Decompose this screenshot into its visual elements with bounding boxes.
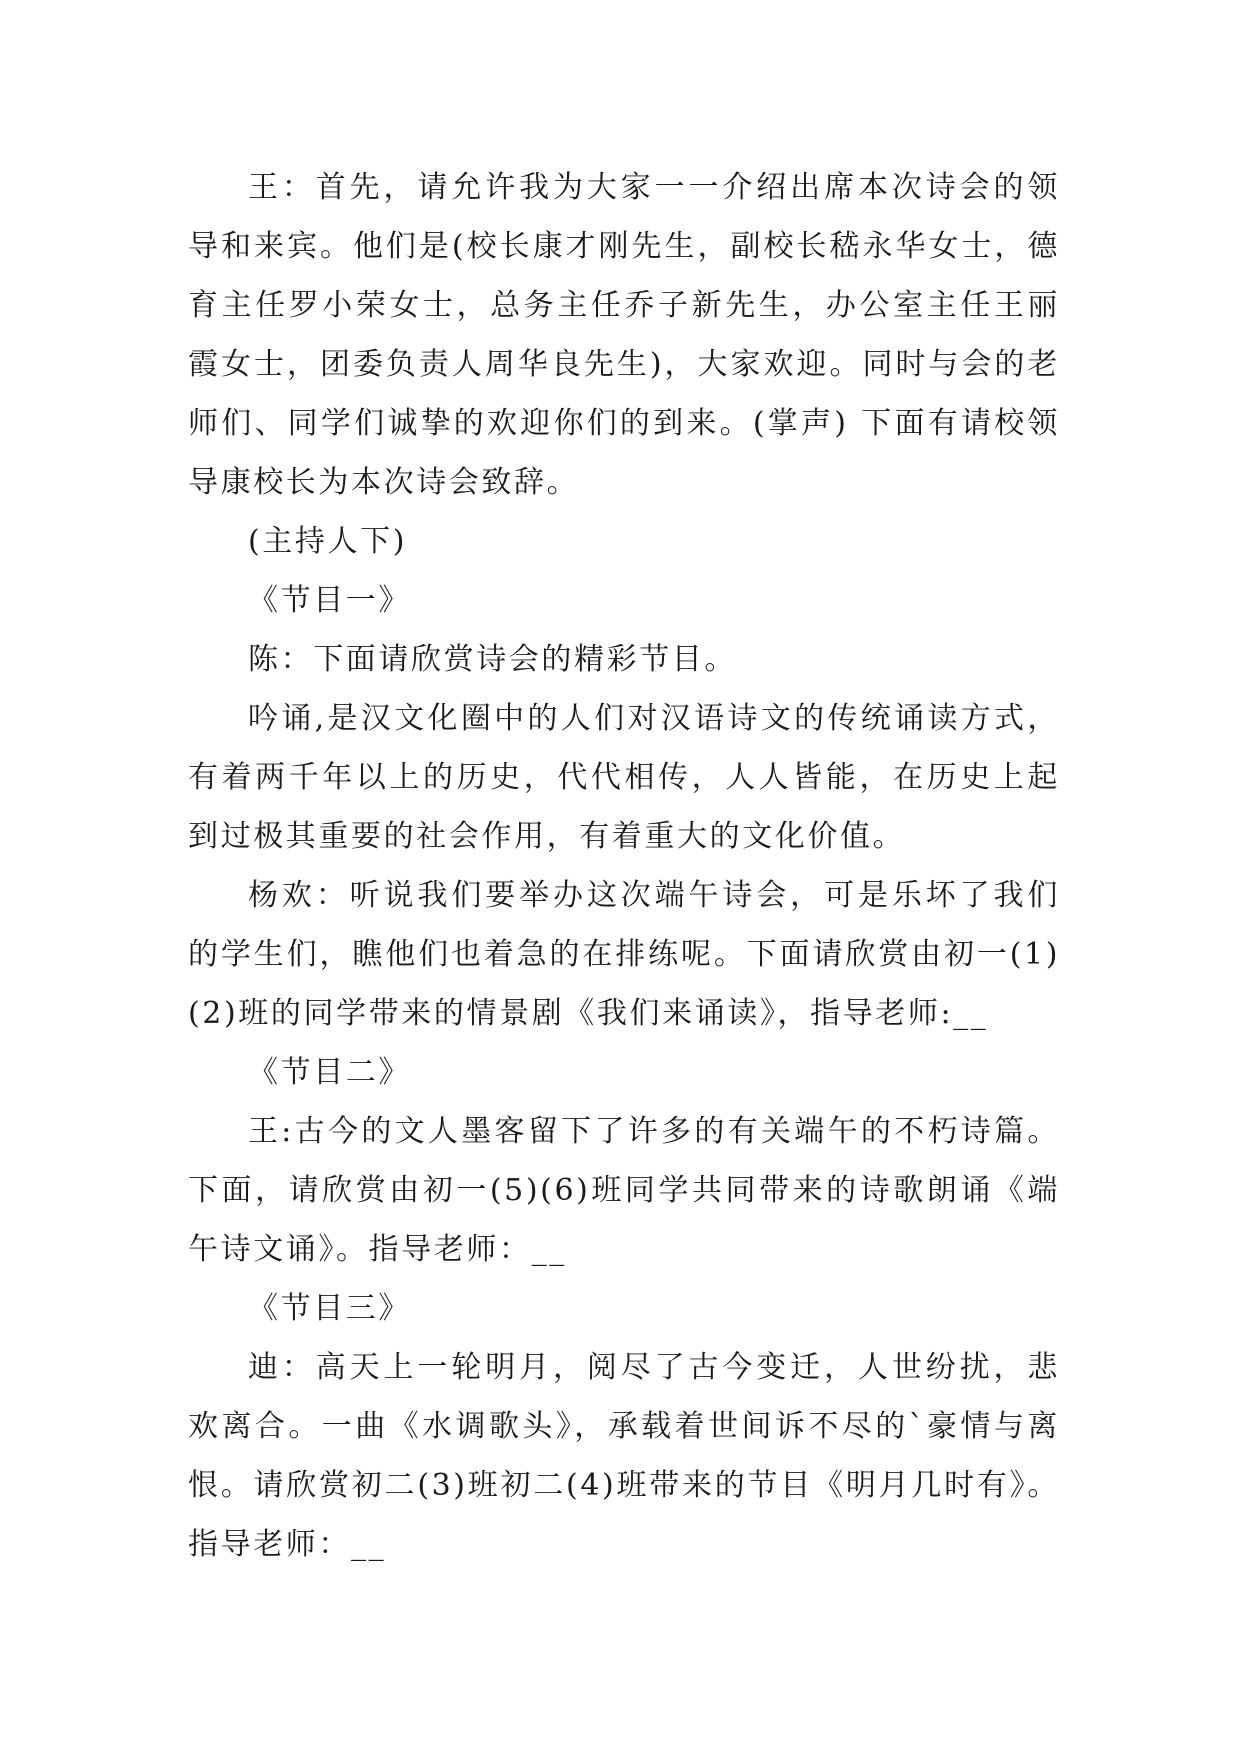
paragraph-chanting: 吟诵,是汉文化圈中的人们对汉语诗文的传统诵读方式，有着两千年以上的历史，代代相传，人人皆能，在历史上起到过极其重要的社会作用，有着重大的文化价值。 xyxy=(188,701,1060,854)
paragraph-yang-huan: 杨欢：听说我们要举办这次端午诗会，可是乐坏了我们的学生们，瞧他们也着急的在排练呢。下面请欣赏由初一(1)(2)班的同学带来的情景剧《我们来诵读》，指导老师:__ xyxy=(188,878,1060,1031)
paragraph-host-introduction: 王：首先，请允许我为大家一一介绍出席本次诗会的领导和来宾。他们是(校长康才刚先生，副校长嵇永华女士，德育主任罗小荣女士，总务主任乔子新先生，办公室主任王丽霞女士，团委负责人周华良先生)，大家欢迎。同时与会的老师们、同学们诚挚的欢迎你们的到来。(掌声) 下面有请校领导康校长为本次诗会致辞。 xyxy=(188,170,1060,500)
paragraph-wang-program-2: 王:古今的文人墨客留下了许多的有关端午的不朽诗篇。下面，请欣赏由初一(5)(6)班同学共同带来的诗歌朗诵《端午诗文诵》。指导老师：__ xyxy=(188,1114,1060,1267)
program-heading-1: 《节目一》 xyxy=(248,583,411,618)
program-heading-3: 《节目三》 xyxy=(248,1291,411,1326)
paragraph-di-program-3: 迪：高天上一轮明月，阅尽了古今变迁，人世纷扰，悲欢离合。一曲《水调歌头》，承载着世间诉不尽的`豪情与离恨。请欣赏初二(3)班初二(4)班带来的节目《明月几时有》。指导老师：__ xyxy=(188,1350,1060,1562)
paragraph-chen-intro: 陈：下面请欣赏诗会的精彩节目。 xyxy=(248,642,737,677)
document-body xyxy=(188,158,1060,1574)
program-heading-2: 《节目二》 xyxy=(248,1055,411,1090)
paragraph-host-exit: (主持人下) xyxy=(248,524,408,559)
